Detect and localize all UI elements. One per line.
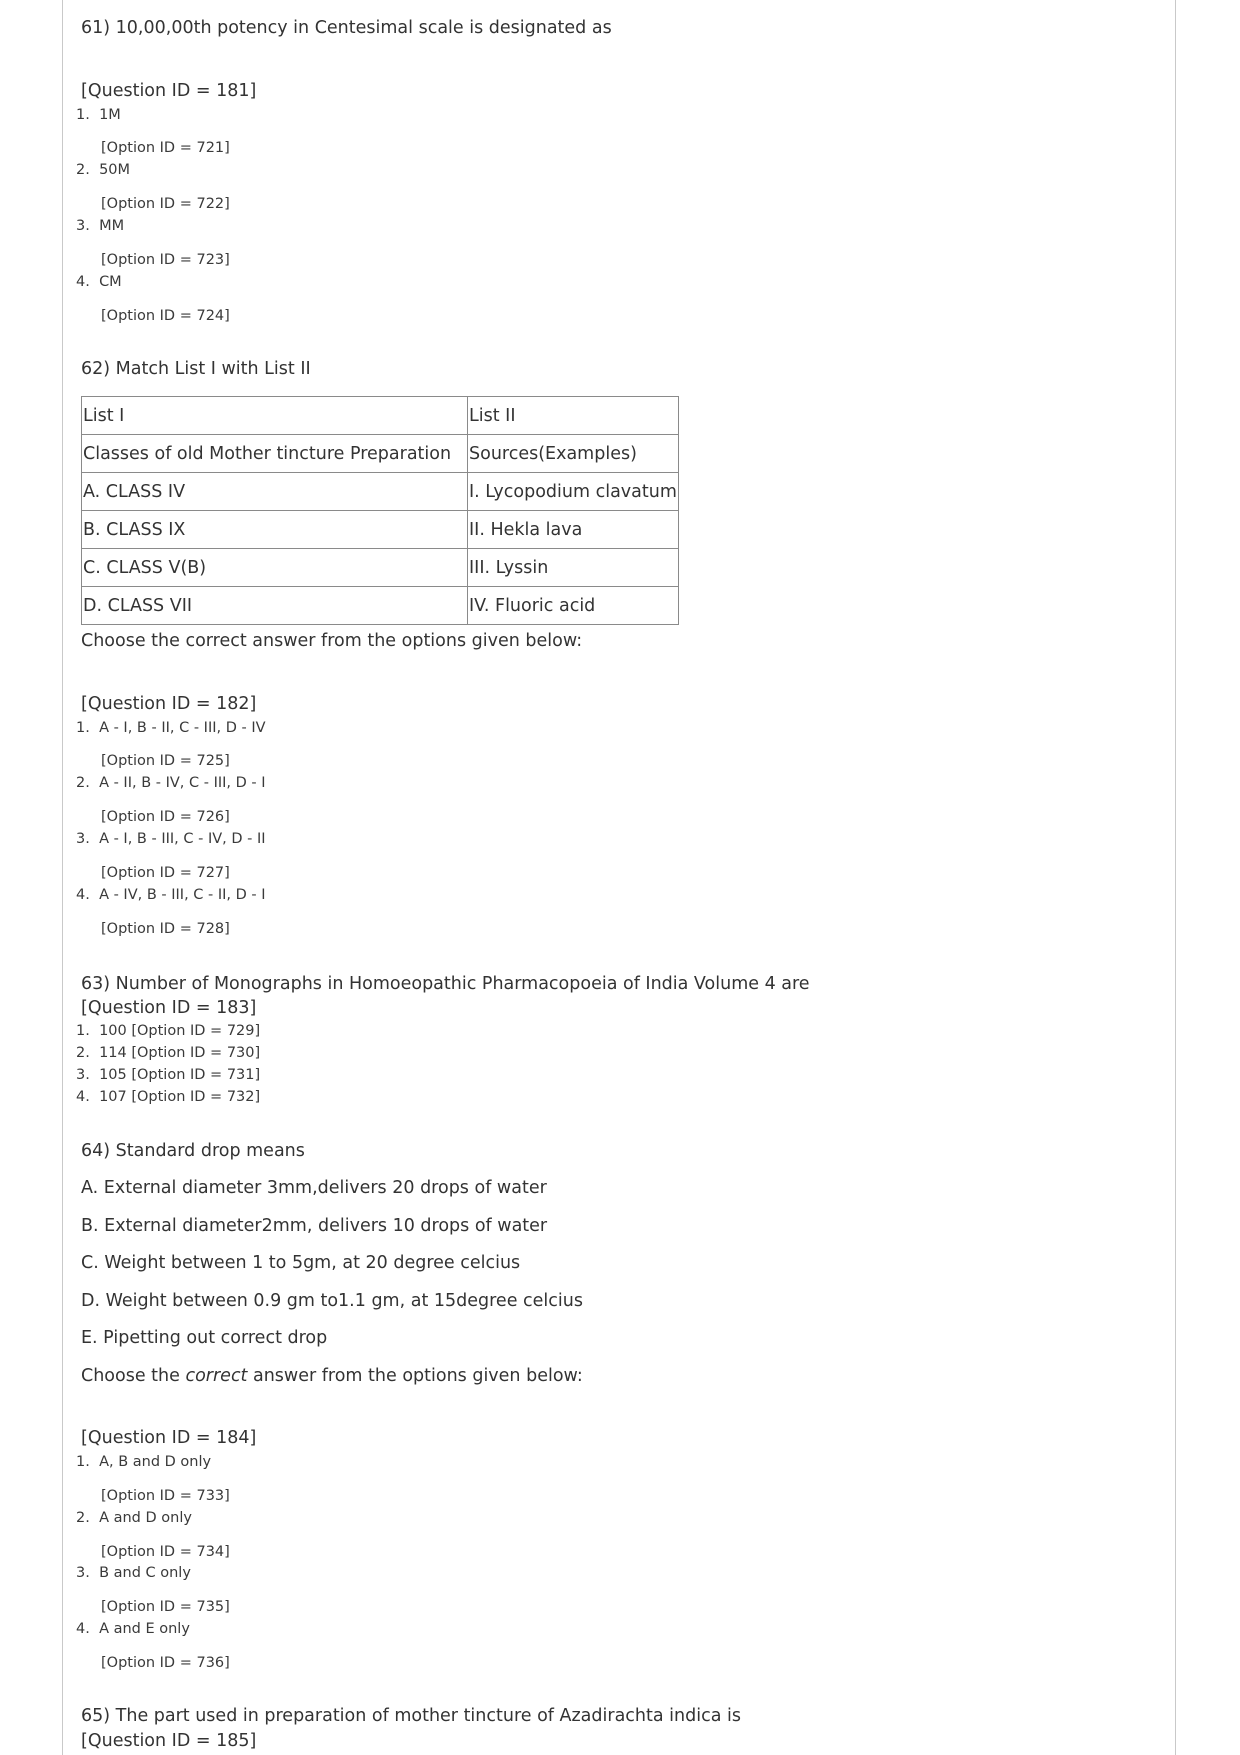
table-row: [82, 511, 679, 549]
q64-statement-c: C. Weight between 1 to 5gm, at 20 degree celcius: [81, 1253, 521, 1273]
question-63-id: [Question ID = 183]: [81, 998, 257, 1018]
q64-option-1: 1. A, B and D only: [76, 1454, 212, 1470]
table-cell: IV. Fluoric acid: [468, 587, 679, 625]
q62-option-3-id: [Option ID = 727]: [101, 865, 230, 881]
q64-option-4: 4. A and E only: [76, 1621, 190, 1637]
table-cell: III. Lyssin: [468, 549, 679, 587]
q64-statement-b: B. External diameter2mm, delivers 10 drops of water: [81, 1216, 548, 1236]
q61-option-3: 3. MM: [76, 218, 125, 234]
table-cell: II. Hekla lava: [468, 511, 679, 549]
question-65-title: 65) The part used in preparation of mother tincture of Azadirachta indica is: [81, 1706, 741, 1726]
q64-option-3: 3. B and C only: [76, 1565, 191, 1581]
q61-option-3-id: [Option ID = 723]: [101, 252, 230, 268]
question-62-id: [Question ID = 182]: [81, 694, 257, 714]
q64-option-1-id: [Option ID = 733]: [101, 1488, 230, 1504]
q62-option-4: 4. A - IV, B - III, C - II, D - I: [76, 887, 266, 903]
q62-option-1-id: [Option ID = 725]: [101, 753, 230, 769]
table-cell: C. CLASS V(B): [82, 549, 468, 587]
table-row: [82, 435, 679, 473]
table-cell: B. CLASS IX: [82, 511, 468, 549]
q64-statement-e: E. Pipetting out correct drop: [81, 1328, 328, 1348]
q64-option-4-id: [Option ID = 736]: [101, 1655, 230, 1671]
question-62-title: 62) Match List I with List II: [81, 359, 311, 379]
q62-option-2-id: [Option ID = 726]: [101, 809, 230, 825]
table-cell: List I: [82, 397, 468, 435]
q62-option-2: 2. A - II, B - IV, C - III, D - I: [76, 775, 266, 791]
match-table: [81, 396, 679, 625]
q61-option-4-id: [Option ID = 724]: [101, 308, 230, 324]
table-row: [82, 587, 679, 625]
table-cell: I. Lycopodium clavatum: [468, 473, 679, 511]
table-row: [82, 473, 679, 511]
q61-option-1: 1. 1M: [76, 107, 121, 123]
q61-option-2-id: [Option ID = 722]: [101, 196, 230, 212]
q61-option-1-id: [Option ID = 721]: [101, 140, 230, 156]
q63-option-1: 1. 100 [Option ID = 729]: [76, 1023, 261, 1039]
q64-option-2: 2. A and D only: [76, 1510, 192, 1526]
question-64-title: 64) Standard drop means: [81, 1141, 305, 1161]
question-63-title: 63) Number of Monographs in Homoeopathic Pharmacopoeia of India Volume 4 are: [81, 974, 810, 994]
q61-option-4: 4. CM: [76, 274, 122, 290]
table-cell: Sources(Examples): [468, 435, 679, 473]
q63-option-2: 2. 114 [Option ID = 730]: [76, 1045, 261, 1061]
question-65-id: [Question ID = 185]: [81, 1731, 257, 1751]
question-61-title: 61) 10,00,00th potency in Centesimal scale is designated as: [81, 18, 612, 38]
table-row: [82, 397, 679, 435]
q64-option-2-id: [Option ID = 734]: [101, 1544, 230, 1560]
table-cell: List II: [468, 397, 679, 435]
q63-option-4: 4. 107 [Option ID = 732]: [76, 1089, 261, 1105]
q64-option-3-id: [Option ID = 735]: [101, 1599, 230, 1615]
q63-option-3: 3. 105 [Option ID = 731]: [76, 1067, 261, 1083]
table-cell: Classes of old Mother tincture Preparation: [82, 435, 468, 473]
q62-option-4-id: [Option ID = 728]: [101, 921, 230, 937]
q62-instruction: Choose the correct answer from the options given below:: [81, 631, 583, 651]
table-cell: D. CLASS VII: [82, 587, 468, 625]
question-64-id: [Question ID = 184]: [81, 1428, 257, 1448]
q61-option-2: 2. 50M: [76, 162, 131, 178]
q62-option-1: 1. A - I, B - II, C - III, D - IV: [76, 720, 266, 736]
table-cell: A. CLASS IV: [82, 473, 468, 511]
q62-option-3: 3. A - I, B - III, C - IV, D - II: [76, 831, 266, 847]
table-row: [82, 549, 679, 587]
q64-instruction: Choose the correct answer from the options given below:: [81, 1366, 583, 1386]
question-61-id: [Question ID = 181]: [81, 81, 257, 101]
q64-statement-a: A. External diameter 3mm,delivers 20 drops of water: [81, 1178, 547, 1198]
q64-statement-d: D. Weight between 0.9 gm to1.1 gm, at 15degree celcius: [81, 1291, 583, 1311]
